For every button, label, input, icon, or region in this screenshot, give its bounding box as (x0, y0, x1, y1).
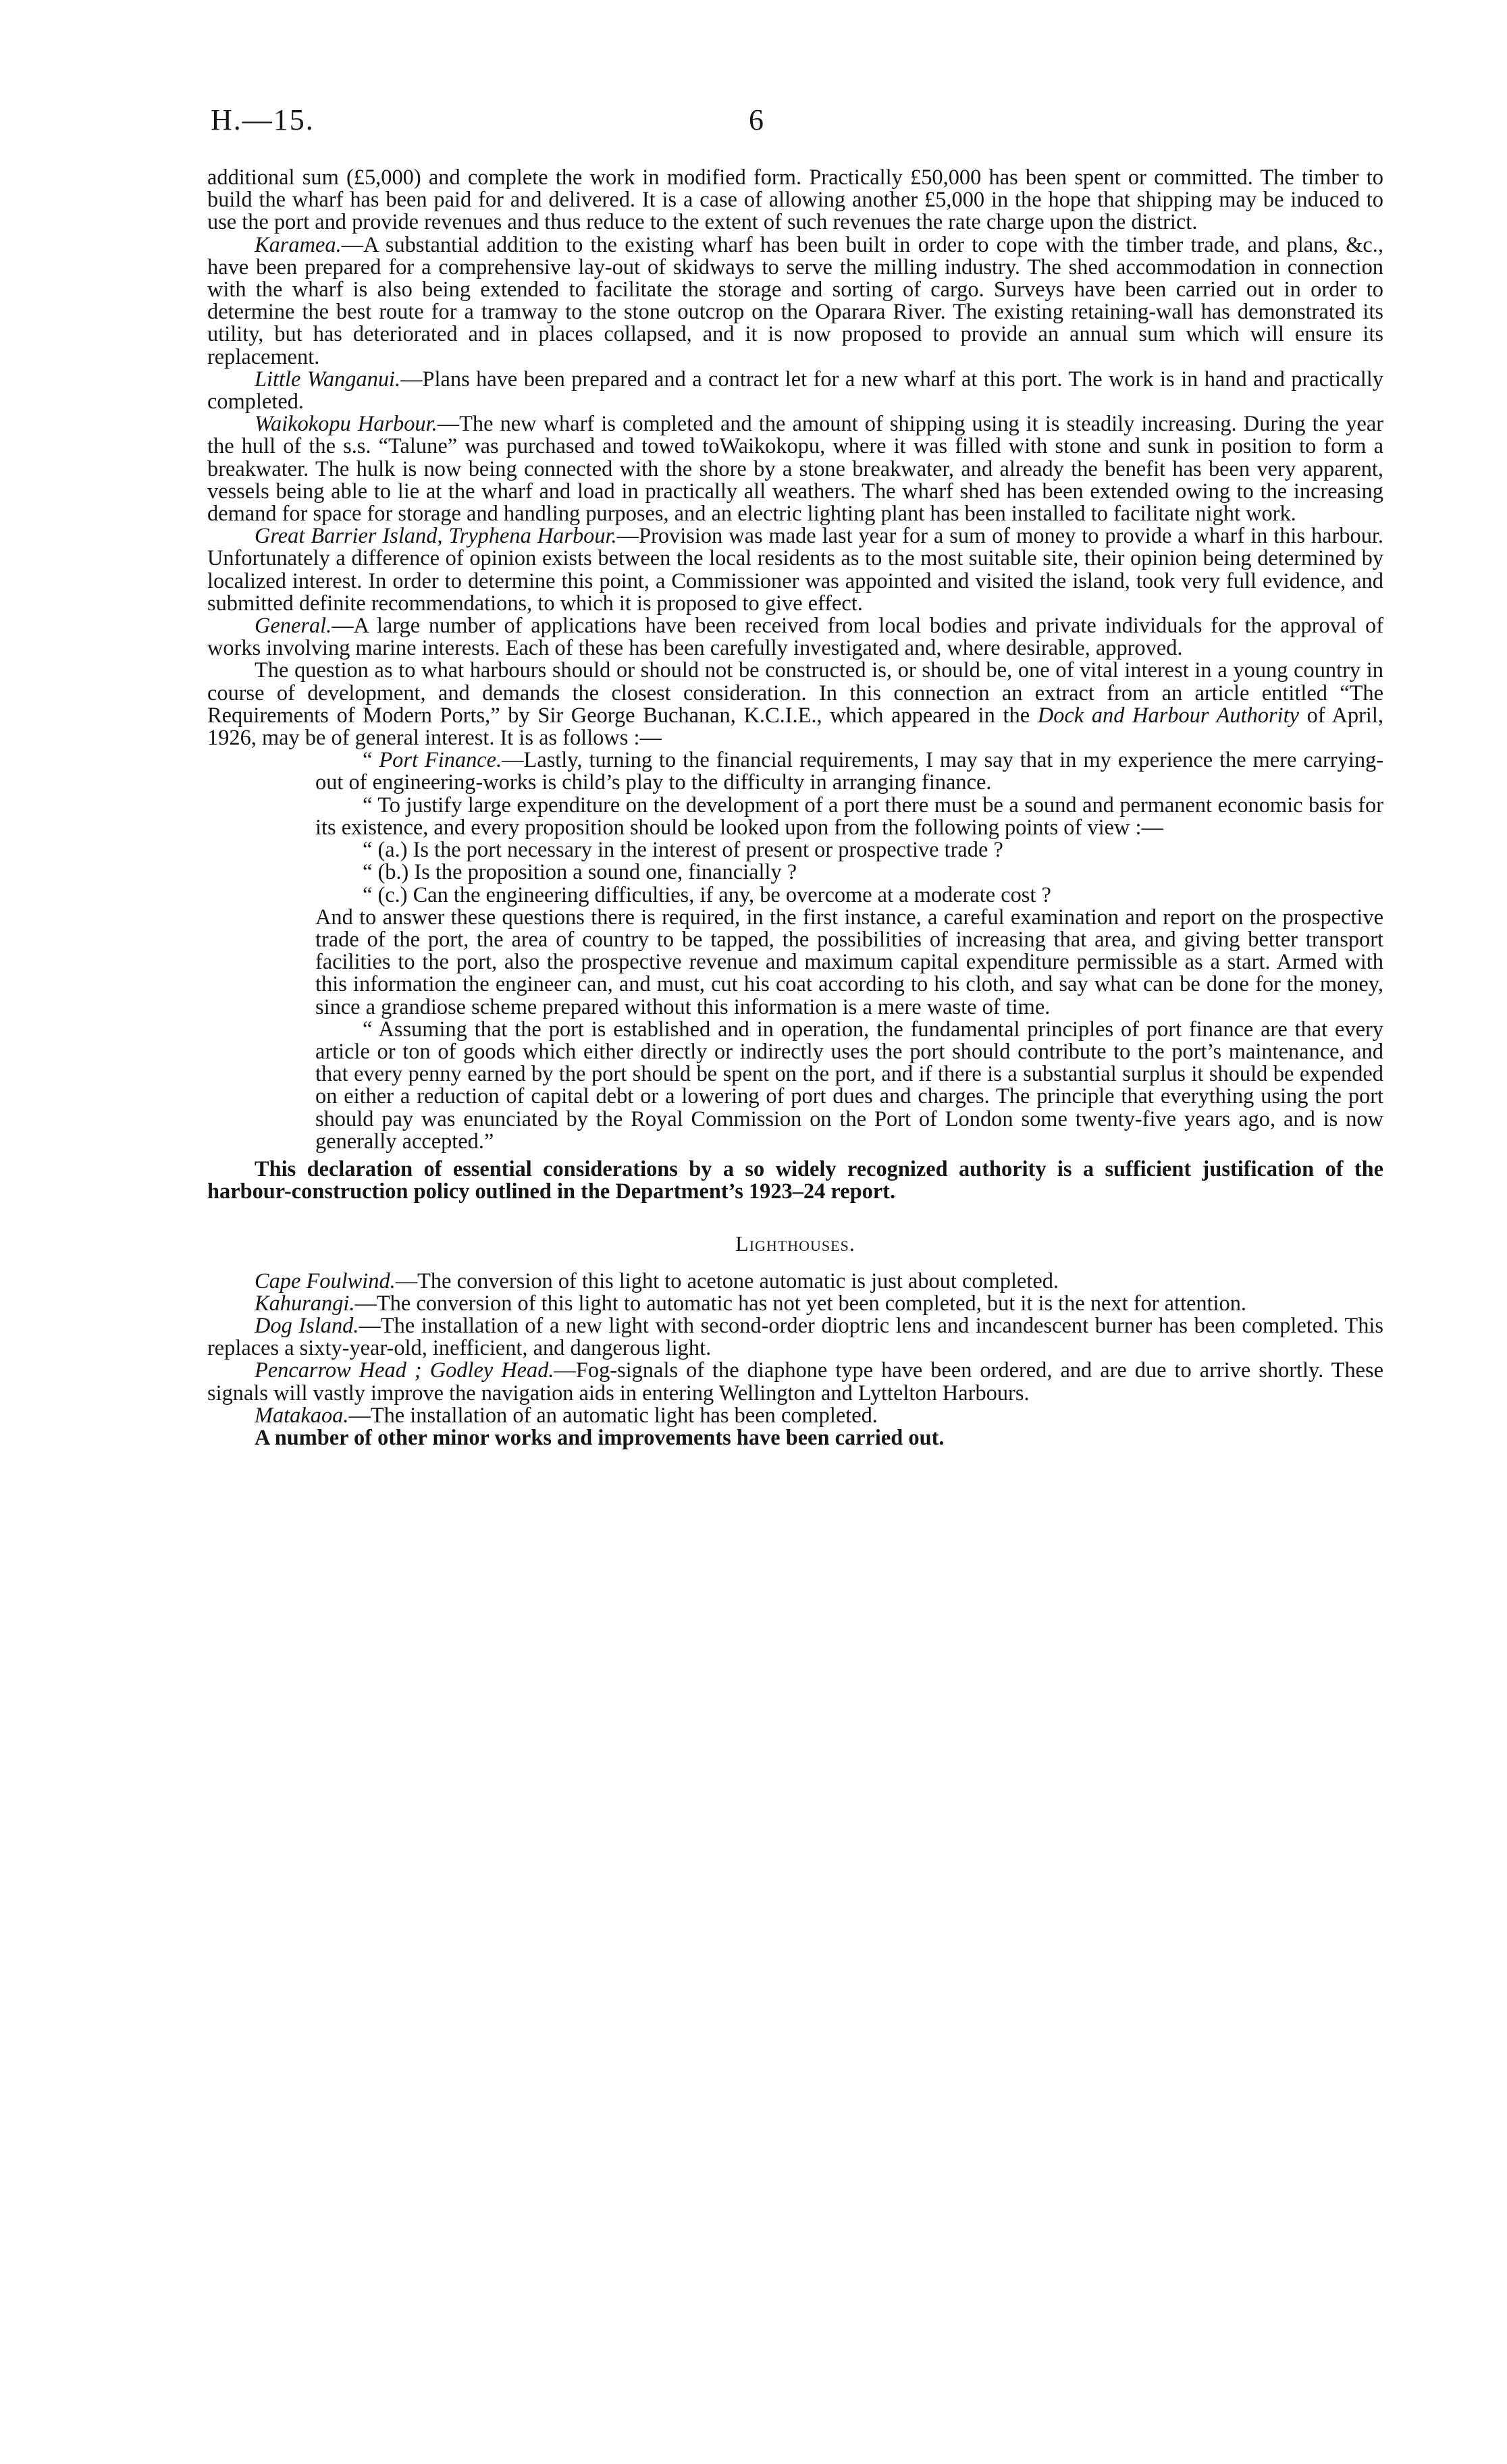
quote-justify: “ To justify large expenditure on the development of a port there must be a sound and permanent economic basis for its existence, and every proposition should be looked upon from the following points of view :— (315, 793, 1383, 840)
paragraph-minor-works: A number of other minor works and improvements have been carried out. (255, 1425, 945, 1450)
lighthouse-pencarrow-godley: Pencarrow Head ; Godley Head.—Fog-signals of the diaphone type have been ordered, and are due to arrive shortly. These signals will vastly improve the navigation aids in entering Wellington and Lyttelton Harbours. (207, 1358, 1383, 1405)
paragraph-general: General.—A large number of applications have been received from local bodies and private individuals for the approval of works involving marine interests. Each of these has been carefully investigated and, where desirable, approved. (207, 614, 1383, 661)
quote-assuming: “ Assuming that the port is established and in operation, the fundamental principles of port finance are that every article or ton of goods which either directly or indirectly uses the port should contribute to the port’s maintenance, and that every penny earned by the port should be spent on the port, and if there is a substantial surplus it should be expended on either a reduction of capital debt or a lowering of port dues and charges. The principle that everything using the port should pay was enunciated by the Royal Commission on the Port of London some twenty-five years ago, and is now generally accepted.” (315, 1017, 1383, 1154)
lighthouses-heading: Lighthouses. (735, 1231, 855, 1256)
quote-item-b: “ (b.) Is the proposition a sound one, financially ? (363, 860, 797, 885)
lighthouse-cape-foulwind: Cape Foulwind.—The conversion of this light to acetone automatic is just about completed. (255, 1268, 1059, 1293)
paragraph-declaration: This declaration of essential considerations by a so widely recognized authority is a sufficient justification of the harbour-construction policy outlined in the Department’s 1923–24 report. (207, 1156, 1383, 1204)
quote-item-c: “ (c.) Can the engineering difficulties, if any, be overcome at a moderate cost ? (363, 882, 1051, 907)
paragraph-karamea: Karamea.—A substantial addition to the existing wharf has been built in order to cope with the timber trade, and plans, &c., have been prepared for a comprehensive lay-out of skidways to serve the milling industry. The shed accommodation in connection with the wharf is also being extended to facilitate the storage and sorting of cargo. Surveys have been carried out in order to determine the best route for a tramway to the stone outcrop on the Oparara River. The existing retaining-wall has demonstrated its utility, but has deteriorated and in places collapsed, and it is now proposed to provide an annual sum which will ensure its replacement. (207, 232, 1383, 369)
paragraph-waikokopu: Waikokopu Harbour.—The new wharf is completed and the amount of shipping using it is steadily increasing. During the year the hull of the s.s. “Talune” was purchased and towed toWaikokopu, where it was filled with stone and sunk in position to form a breakwater. The hulk is now being connected with the shore by a stone breakwater, and already the benefit has been very apparent, vessels being able to lie at the wharf and load in practically all weathers. The wharf shed has been extended owing to the increasing demand for space for storage and handling purposes, and an electric lighting plant has been installed to facilitate night work. (207, 412, 1383, 527)
report-reference: H.—15. (211, 103, 315, 136)
paragraph-question: The question as to what harbours should or should not be constructed is, or should be, one of vital interest in a young country in course of development, and demands the closest consideration. In this connection an extract from an article entitled “The Requirements of Modern Ports,” by Sir George Buchanan, K.C.I.E., which appeared in the Dock and Harbour Authority of April, 1926, may be of general interest. It is as follows :— (207, 658, 1384, 751)
quote-answer: And to answer these questions there is required, in the first instance, a careful examination and report on the prospective trade of the port, the area of country to be tapped, the possibilities of increasing that area, and giving better transport facilities to the port, also the prospective revenue and maximum capital expenditure permissible as a start. Armed with this information the engineer can, and must, cut his coat according to his cloth, and say what can be done for the money, since a grandiose scheme prepared without this information is a mere waste of time. (315, 905, 1383, 1019)
lighthouse-matakaoa: Matakaoa.—The installation of an automatic light has been completed. (255, 1403, 878, 1428)
quote-item-a: “ (a.) Is the port necessary in the interest of present or prospective trade ? (363, 838, 1003, 863)
paragraph-great-barrier: Great Barrier Island, Tryphena Harbour.—Provision was made last year for a sum of money to provide a wharf in this harbour. Unfortunately a difference of opinion exists between the local residents as to the most suitable site, their opinion being determined by localized interest. In order to determine this point, a Commissioner was appointed and visited the island, took very full evidence, and submitted definite recommendations, to which it is proposed to give effect. (207, 524, 1384, 616)
paragraph: additional sum (£5,000) and complete the work in modified form. Practically £50,000 has been spent or committed. The timber to build the wharf has been paid for and delivered. It is a case of allowing another £5,000 in the hope that shipping may be induced to use the port and provide revenues and thus reduce to the extent of such revenues the rate charge upon the district. (207, 165, 1383, 235)
lighthouse-dog-island: Dog Island.—The installation of a new light with second-order dioptric lens and incandescent burner has been completed. This replaces a sixty-year-old, inefficient, and dangerous light. (207, 1313, 1383, 1361)
quote-port-finance: “ Port Finance.—Lastly, turning to the financial requirements, I may say that in my experience the mere carrying-out of engineering-works is child’s play to the difficulty in arranging finance. (315, 748, 1383, 795)
body-text (207, 167, 1383, 1449)
lighthouse-kahurangi: Kahurangi.—The conversion of this light to automatic has not yet been completed, but it is the next for attention. (255, 1291, 1247, 1316)
page-number: 6 (749, 103, 764, 136)
paragraph-little-wanganui: Little Wanganui.—Plans have been prepared and a contract let for a new wharf at this port. The work is in hand and practically completed. (207, 367, 1383, 414)
